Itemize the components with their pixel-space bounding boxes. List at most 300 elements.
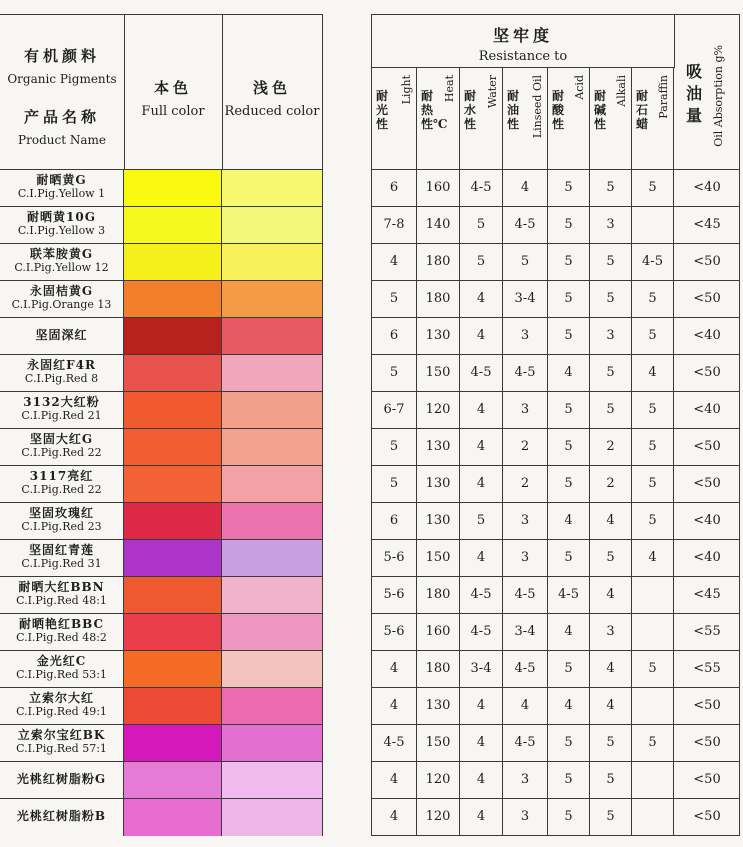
col-header-zh: 耐石蜡 — [636, 89, 649, 131]
product-name-en: C.I.Pig.Red 53:1 — [16, 668, 107, 681]
acid-value: 5 — [548, 651, 590, 687]
oil-absorption-value: <45 — [693, 217, 721, 232]
resistance-row — [372, 429, 739, 466]
light-value: 4 — [372, 799, 417, 835]
water-value: 4 — [460, 688, 503, 724]
water-value: 4 — [460, 540, 503, 576]
reduced-color-swatch — [222, 429, 322, 466]
linseed-oil-value: 4-5 — [503, 725, 548, 761]
product-name-zh: 立索尔大红 — [28, 691, 94, 705]
full-color-swatch — [124, 688, 222, 725]
full-color-swatch — [124, 355, 222, 392]
col-header-zh: 耐热性℃ — [421, 89, 448, 131]
resistance-row — [372, 207, 739, 244]
product-name-zh: 坚固深红 — [35, 328, 88, 342]
product-name-cell — [0, 392, 124, 429]
acid-value: 4 — [548, 503, 590, 539]
col-header-linseed-oil — [503, 67, 548, 169]
product-name-en: C.I.Pig.Red 22 — [21, 446, 102, 459]
pigment-row — [0, 392, 322, 429]
col-header-zh: 耐油性 — [507, 89, 520, 131]
linseed-oil-value: 4-5 — [503, 651, 548, 687]
product-name-en: C.I.Pig.Yellow 3 — [17, 224, 106, 237]
reduced-color-swatch — [222, 392, 322, 429]
oil-absorption-en: Oil Absorption g% — [712, 45, 725, 147]
product-name-zh: 光桃红树脂粉B — [16, 809, 107, 823]
alkali-value: 3 — [590, 318, 632, 354]
full-color-swatch — [124, 207, 222, 244]
acid-value: 5 — [548, 281, 590, 317]
acid-value: 5 — [548, 762, 590, 798]
light-value: 7-8 — [372, 207, 417, 243]
product-name-zh: 坚固玫瑰红 — [28, 506, 94, 520]
resistance-row — [372, 725, 739, 762]
full-color-swatch — [124, 651, 222, 688]
alkali-value: 4 — [590, 577, 632, 613]
acid-value: 5 — [548, 318, 590, 354]
full-color-swatch — [124, 244, 222, 281]
full-color-swatch — [124, 503, 222, 540]
paraffin-value: 5 — [632, 392, 674, 428]
paraffin-value — [632, 614, 674, 650]
resistance-row — [372, 170, 739, 207]
heat-value: 130 — [417, 318, 460, 354]
water-value: 4 — [460, 725, 503, 761]
acid-value: 4 — [548, 614, 590, 650]
oil-absorption-value: <50 — [693, 365, 721, 380]
pigment-row — [0, 688, 322, 725]
col-header-zh: 耐水性 — [464, 89, 477, 131]
product-name-cell — [0, 651, 124, 688]
product-name-en: C.I.Pig.Red 21 — [21, 409, 102, 422]
heat-value: 160 — [417, 614, 460, 650]
oil-absorption-value: <50 — [693, 809, 721, 824]
product-name-en: C.I.Pig.Orange 13 — [11, 298, 112, 311]
water-value: 4-5 — [460, 577, 503, 613]
paraffin-value — [632, 799, 674, 835]
acid-value: 5 — [548, 244, 590, 280]
col-header-acid — [548, 67, 590, 169]
resistance-row — [372, 762, 739, 799]
alkali-value: 5 — [590, 392, 632, 428]
pigment-row — [0, 170, 322, 207]
full-color-swatch — [124, 429, 222, 466]
alkali-value: 5 — [590, 762, 632, 798]
organic-pigments-en: Organic Pigments — [7, 72, 117, 86]
reduced-color-swatch — [222, 170, 322, 207]
pigment-row — [0, 244, 322, 281]
pigment-row — [0, 355, 322, 392]
heat-value: 180 — [417, 244, 460, 280]
product-name-cell — [0, 170, 124, 207]
acid-value: 5 — [548, 725, 590, 761]
col-header-water — [460, 67, 503, 169]
product-name-zh: 3132大红粉 — [23, 395, 100, 409]
product-name-cell — [0, 799, 124, 836]
water-value: 4 — [460, 762, 503, 798]
oil-absorption-value: <50 — [693, 698, 721, 713]
product-name-zh: 永固红F4R — [27, 358, 96, 372]
full-color-swatch — [124, 577, 222, 614]
full-color-swatch — [124, 466, 222, 503]
heat-value: 150 — [417, 355, 460, 391]
oil-absorption-value: <50 — [693, 439, 721, 454]
oil-absorption-value: <50 — [693, 291, 721, 306]
alkali-value: 5 — [590, 170, 632, 206]
oil-absorption-value: <55 — [693, 661, 721, 676]
heat-value: 130 — [417, 503, 460, 539]
paraffin-value: 5 — [632, 281, 674, 317]
linseed-oil-value: 5 — [503, 244, 548, 280]
linseed-oil-value: 3 — [503, 799, 548, 835]
resistance-row — [372, 540, 739, 577]
product-name-zh: 联苯胺黄G — [29, 247, 94, 261]
product-name-cell — [0, 207, 124, 244]
col-header-en: Light — [400, 75, 413, 105]
paraffin-value: 4 — [632, 540, 674, 576]
product-name-cell — [0, 503, 124, 540]
light-value: 4-5 — [372, 725, 417, 761]
oil-absorption-value: <55 — [693, 624, 721, 639]
pigment-row — [0, 762, 322, 799]
reduced-color-swatch — [222, 577, 322, 614]
linseed-oil-value: 3 — [503, 318, 548, 354]
alkali-value: 4 — [590, 503, 632, 539]
light-value: 5-6 — [372, 577, 417, 613]
pigment-row — [0, 503, 322, 540]
alkali-value: 5 — [590, 281, 632, 317]
product-name-cell — [0, 614, 124, 651]
water-value: 4-5 — [460, 355, 503, 391]
pigment-row — [0, 614, 322, 651]
pigment-row — [0, 207, 322, 244]
resistance-row — [372, 281, 739, 318]
acid-value: 4 — [548, 688, 590, 724]
col-header-alkali — [590, 67, 632, 169]
alkali-value: 3 — [590, 207, 632, 243]
heat-value: 120 — [417, 392, 460, 428]
resistance-row — [372, 392, 739, 429]
reduced-color-header — [222, 15, 322, 169]
product-name-zh: 耐晒黄10G — [27, 210, 96, 224]
product-name-zh: 耐晒大红BBN — [18, 580, 105, 594]
oil-absorption-value: <50 — [693, 476, 721, 491]
reduced-color-swatch — [222, 281, 322, 318]
acid-value: 5 — [548, 429, 590, 465]
heat-value: 180 — [417, 577, 460, 613]
product-name-cell — [0, 540, 124, 577]
linseed-oil-value: 3-4 — [503, 281, 548, 317]
full-color-swatch — [124, 392, 222, 429]
water-value: 4 — [460, 392, 503, 428]
paraffin-value: 5 — [632, 429, 674, 465]
reduced-color-swatch — [222, 466, 322, 503]
water-value: 5 — [460, 207, 503, 243]
pigment-row — [0, 577, 322, 614]
full-color-swatch — [124, 614, 222, 651]
alkali-value: 5 — [590, 244, 632, 280]
product-name-cell — [0, 281, 124, 318]
col-header-en: Acid — [573, 75, 586, 100]
resistance-row — [372, 651, 739, 688]
water-value: 4 — [460, 799, 503, 835]
paraffin-value: 5 — [632, 651, 674, 687]
light-value: 5 — [372, 466, 417, 502]
acid-value: 5 — [548, 170, 590, 206]
water-value: 4 — [460, 281, 503, 317]
product-name-en: C.I.Pig.Red 23 — [21, 520, 102, 533]
alkali-value: 5 — [590, 799, 632, 835]
pigment-row — [0, 318, 322, 355]
product-name-en: C.I.Pig.Red 57:1 — [16, 742, 107, 755]
product-name-cell — [0, 466, 124, 503]
fastness-en: Resistance to — [478, 49, 568, 64]
product-name-zh: 耐晒黄G — [36, 173, 87, 187]
alkali-value: 5 — [590, 540, 632, 576]
alkali-value: 5 — [590, 355, 632, 391]
full-color-swatch — [124, 725, 222, 762]
resistance-row — [372, 355, 739, 392]
alkali-value: 3 — [590, 614, 632, 650]
product-name-header — [0, 15, 125, 169]
resistance-row — [372, 503, 739, 540]
col-header-en: Heat — [443, 75, 456, 103]
product-name-cell — [0, 244, 124, 281]
water-value: 5 — [460, 244, 503, 280]
paraffin-value: 5 — [632, 466, 674, 502]
light-value: 6 — [372, 318, 417, 354]
heat-value: 140 — [417, 207, 460, 243]
col-header-light — [372, 67, 417, 169]
pigment-row — [0, 281, 322, 318]
col-header-zh: 耐酸性 — [552, 89, 565, 131]
acid-value: 5 — [548, 466, 590, 502]
product-name-cell — [0, 577, 124, 614]
reduced-color-swatch — [222, 614, 322, 651]
linseed-oil-value: 4 — [503, 688, 548, 724]
resistance-table — [371, 14, 740, 836]
pigment-color-table — [0, 14, 323, 836]
light-value: 6 — [372, 503, 417, 539]
pigment-row — [0, 651, 322, 688]
reduced-color-swatch — [222, 355, 322, 392]
heat-value: 130 — [417, 466, 460, 502]
product-name-cell — [0, 762, 124, 799]
water-value: 4-5 — [460, 614, 503, 650]
paraffin-value — [632, 762, 674, 798]
paraffin-value: 5 — [632, 503, 674, 539]
light-value: 6-7 — [372, 392, 417, 428]
oil-absorption-value: <40 — [693, 328, 721, 343]
product-name-zh: 金光红C — [36, 654, 87, 668]
product-name-en: C.I.Pig.Red 48:1 — [16, 594, 107, 607]
heat-value: 130 — [417, 429, 460, 465]
product-name-zh: 3117亮红 — [29, 469, 94, 483]
product-name-en: C.I.Pig.Yellow 1 — [17, 187, 106, 200]
paraffin-value — [632, 207, 674, 243]
water-value: 3-4 — [460, 651, 503, 687]
organic-pigments-zh: 有机颜料 — [23, 47, 100, 65]
full-color-swatch — [124, 318, 222, 355]
fastness-zh: 坚牢度 — [492, 26, 553, 45]
oil-absorption-value: <40 — [693, 550, 721, 565]
resistance-row — [372, 244, 739, 281]
heat-value: 150 — [417, 540, 460, 576]
reduced-color-swatch — [222, 244, 322, 281]
alkali-value: 2 — [590, 466, 632, 502]
product-name-en: Product Name — [18, 133, 106, 147]
water-value: 4 — [460, 318, 503, 354]
col-header-zh: 耐碱性 — [594, 89, 607, 131]
pigment-row — [0, 725, 322, 762]
full-color-zh: 本色 — [153, 79, 192, 97]
product-name-cell — [0, 318, 124, 355]
alkali-value: 4 — [590, 688, 632, 724]
product-name-en: C.I.Pig.Red 49:1 — [16, 705, 107, 718]
product-name-zh: 坚固红青莲 — [28, 543, 94, 557]
heat-value: 160 — [417, 170, 460, 206]
linseed-oil-value: 4 — [503, 170, 548, 206]
alkali-value: 2 — [590, 429, 632, 465]
product-name-cell — [0, 355, 124, 392]
heat-value: 180 — [417, 281, 460, 317]
acid-value: 4 — [548, 355, 590, 391]
paraffin-value — [632, 577, 674, 613]
pigment-row — [0, 540, 322, 577]
light-value: 5 — [372, 429, 417, 465]
right-header — [372, 15, 739, 170]
fastness-header — [372, 15, 675, 68]
alkali-value: 4 — [590, 651, 632, 687]
acid-value: 5 — [548, 799, 590, 835]
light-value: 6 — [372, 170, 417, 206]
reduced-color-swatch — [222, 651, 322, 688]
full-color-swatch — [124, 170, 222, 207]
col-header-en: Linseed Oil — [531, 75, 544, 139]
full-color-swatch — [124, 281, 222, 318]
product-name-cell — [0, 688, 124, 725]
heat-value: 150 — [417, 725, 460, 761]
light-value: 5 — [372, 355, 417, 391]
water-value: 4 — [460, 429, 503, 465]
reduced-color-swatch — [222, 688, 322, 725]
full-color-swatch — [124, 540, 222, 577]
left-header — [0, 15, 322, 170]
product-name-cell — [0, 429, 124, 466]
reduced-color-zh: 浅色 — [252, 79, 291, 97]
product-name-zh: 立索尔宝红BK — [17, 728, 106, 742]
resistance-row — [372, 799, 739, 836]
alkali-value: 5 — [590, 725, 632, 761]
paraffin-value: 5 — [632, 318, 674, 354]
product-name-cell — [0, 725, 124, 762]
light-value: 5 — [372, 281, 417, 317]
col-header-en: Alkali — [615, 75, 628, 107]
linseed-oil-value: 3-4 — [503, 614, 548, 650]
full-color-header — [124, 15, 223, 169]
product-name-en: C.I.Pig.Red 22 — [21, 483, 102, 496]
acid-value: 5 — [548, 392, 590, 428]
heat-value: 120 — [417, 762, 460, 798]
resistance-row — [372, 688, 739, 725]
resistance-row — [372, 614, 739, 651]
reduced-color-en: Reduced color — [224, 104, 320, 119]
col-header-paraffin — [632, 67, 674, 169]
paraffin-value: 4-5 — [632, 244, 674, 280]
acid-value: 4-5 — [548, 577, 590, 613]
oil-absorption-zh: 吸油量 — [686, 62, 703, 125]
paraffin-value — [632, 688, 674, 724]
linseed-oil-value: 4-5 — [503, 207, 548, 243]
linseed-oil-value: 3 — [503, 503, 548, 539]
light-value: 5-6 — [372, 614, 417, 650]
reduced-color-swatch — [222, 318, 322, 355]
pigment-row — [0, 429, 322, 466]
product-name-zh: 坚固大红G — [29, 432, 94, 446]
full-color-swatch — [124, 762, 222, 799]
product-name-en: C.I.Pig.Red 31 — [21, 557, 102, 570]
linseed-oil-value: 2 — [503, 429, 548, 465]
linseed-oil-value: 3 — [503, 762, 548, 798]
heat-value: 120 — [417, 799, 460, 835]
reduced-color-swatch — [222, 762, 322, 799]
light-value: 4 — [372, 688, 417, 724]
product-name-zh: 永固桔黄G — [29, 284, 94, 298]
heat-value: 180 — [417, 651, 460, 687]
oil-absorption-header — [674, 15, 740, 169]
linseed-oil-value: 3 — [503, 392, 548, 428]
pigment-row — [0, 466, 322, 503]
acid-value: 5 — [548, 540, 590, 576]
product-name-zh: 耐晒艳红BBC — [18, 617, 105, 631]
pigment-row — [0, 799, 322, 836]
oil-absorption-value: <50 — [693, 254, 721, 269]
paraffin-value: 5 — [632, 170, 674, 206]
heat-value: 130 — [417, 688, 460, 724]
reduced-color-swatch — [222, 207, 322, 244]
paraffin-value: 4 — [632, 355, 674, 391]
resistance-row — [372, 318, 739, 355]
oil-absorption-value: <40 — [693, 402, 721, 417]
reduced-color-swatch — [222, 503, 322, 540]
product-name-en: C.I.Pig.Red 48:2 — [16, 631, 107, 644]
linseed-oil-value: 4-5 — [503, 355, 548, 391]
full-color-en: Full color — [141, 104, 205, 119]
product-name-zh: 产品名称 — [23, 108, 100, 126]
resistance-row — [372, 577, 739, 614]
water-value: 4-5 — [460, 170, 503, 206]
water-value: 5 — [460, 503, 503, 539]
linseed-oil-value: 3 — [503, 540, 548, 576]
product-name-zh: 光桃红树脂粉G — [16, 772, 107, 786]
acid-value: 5 — [548, 207, 590, 243]
col-header-zh: 耐光性 — [376, 89, 389, 131]
light-value: 4 — [372, 762, 417, 798]
oil-absorption-value: <45 — [693, 587, 721, 602]
oil-absorption-value: <50 — [693, 772, 721, 787]
reduced-color-swatch — [222, 540, 322, 577]
water-value: 4 — [460, 466, 503, 502]
oil-absorption-value: <40 — [693, 513, 721, 528]
oil-absorption-value: <40 — [693, 180, 721, 195]
linseed-oil-value: 2 — [503, 466, 548, 502]
reduced-color-swatch — [222, 725, 322, 762]
paraffin-value: 5 — [632, 725, 674, 761]
col-header-heat — [417, 67, 460, 169]
linseed-oil-value: 4-5 — [503, 577, 548, 613]
oil-absorption-value: <50 — [693, 735, 721, 750]
light-value: 5-6 — [372, 540, 417, 576]
